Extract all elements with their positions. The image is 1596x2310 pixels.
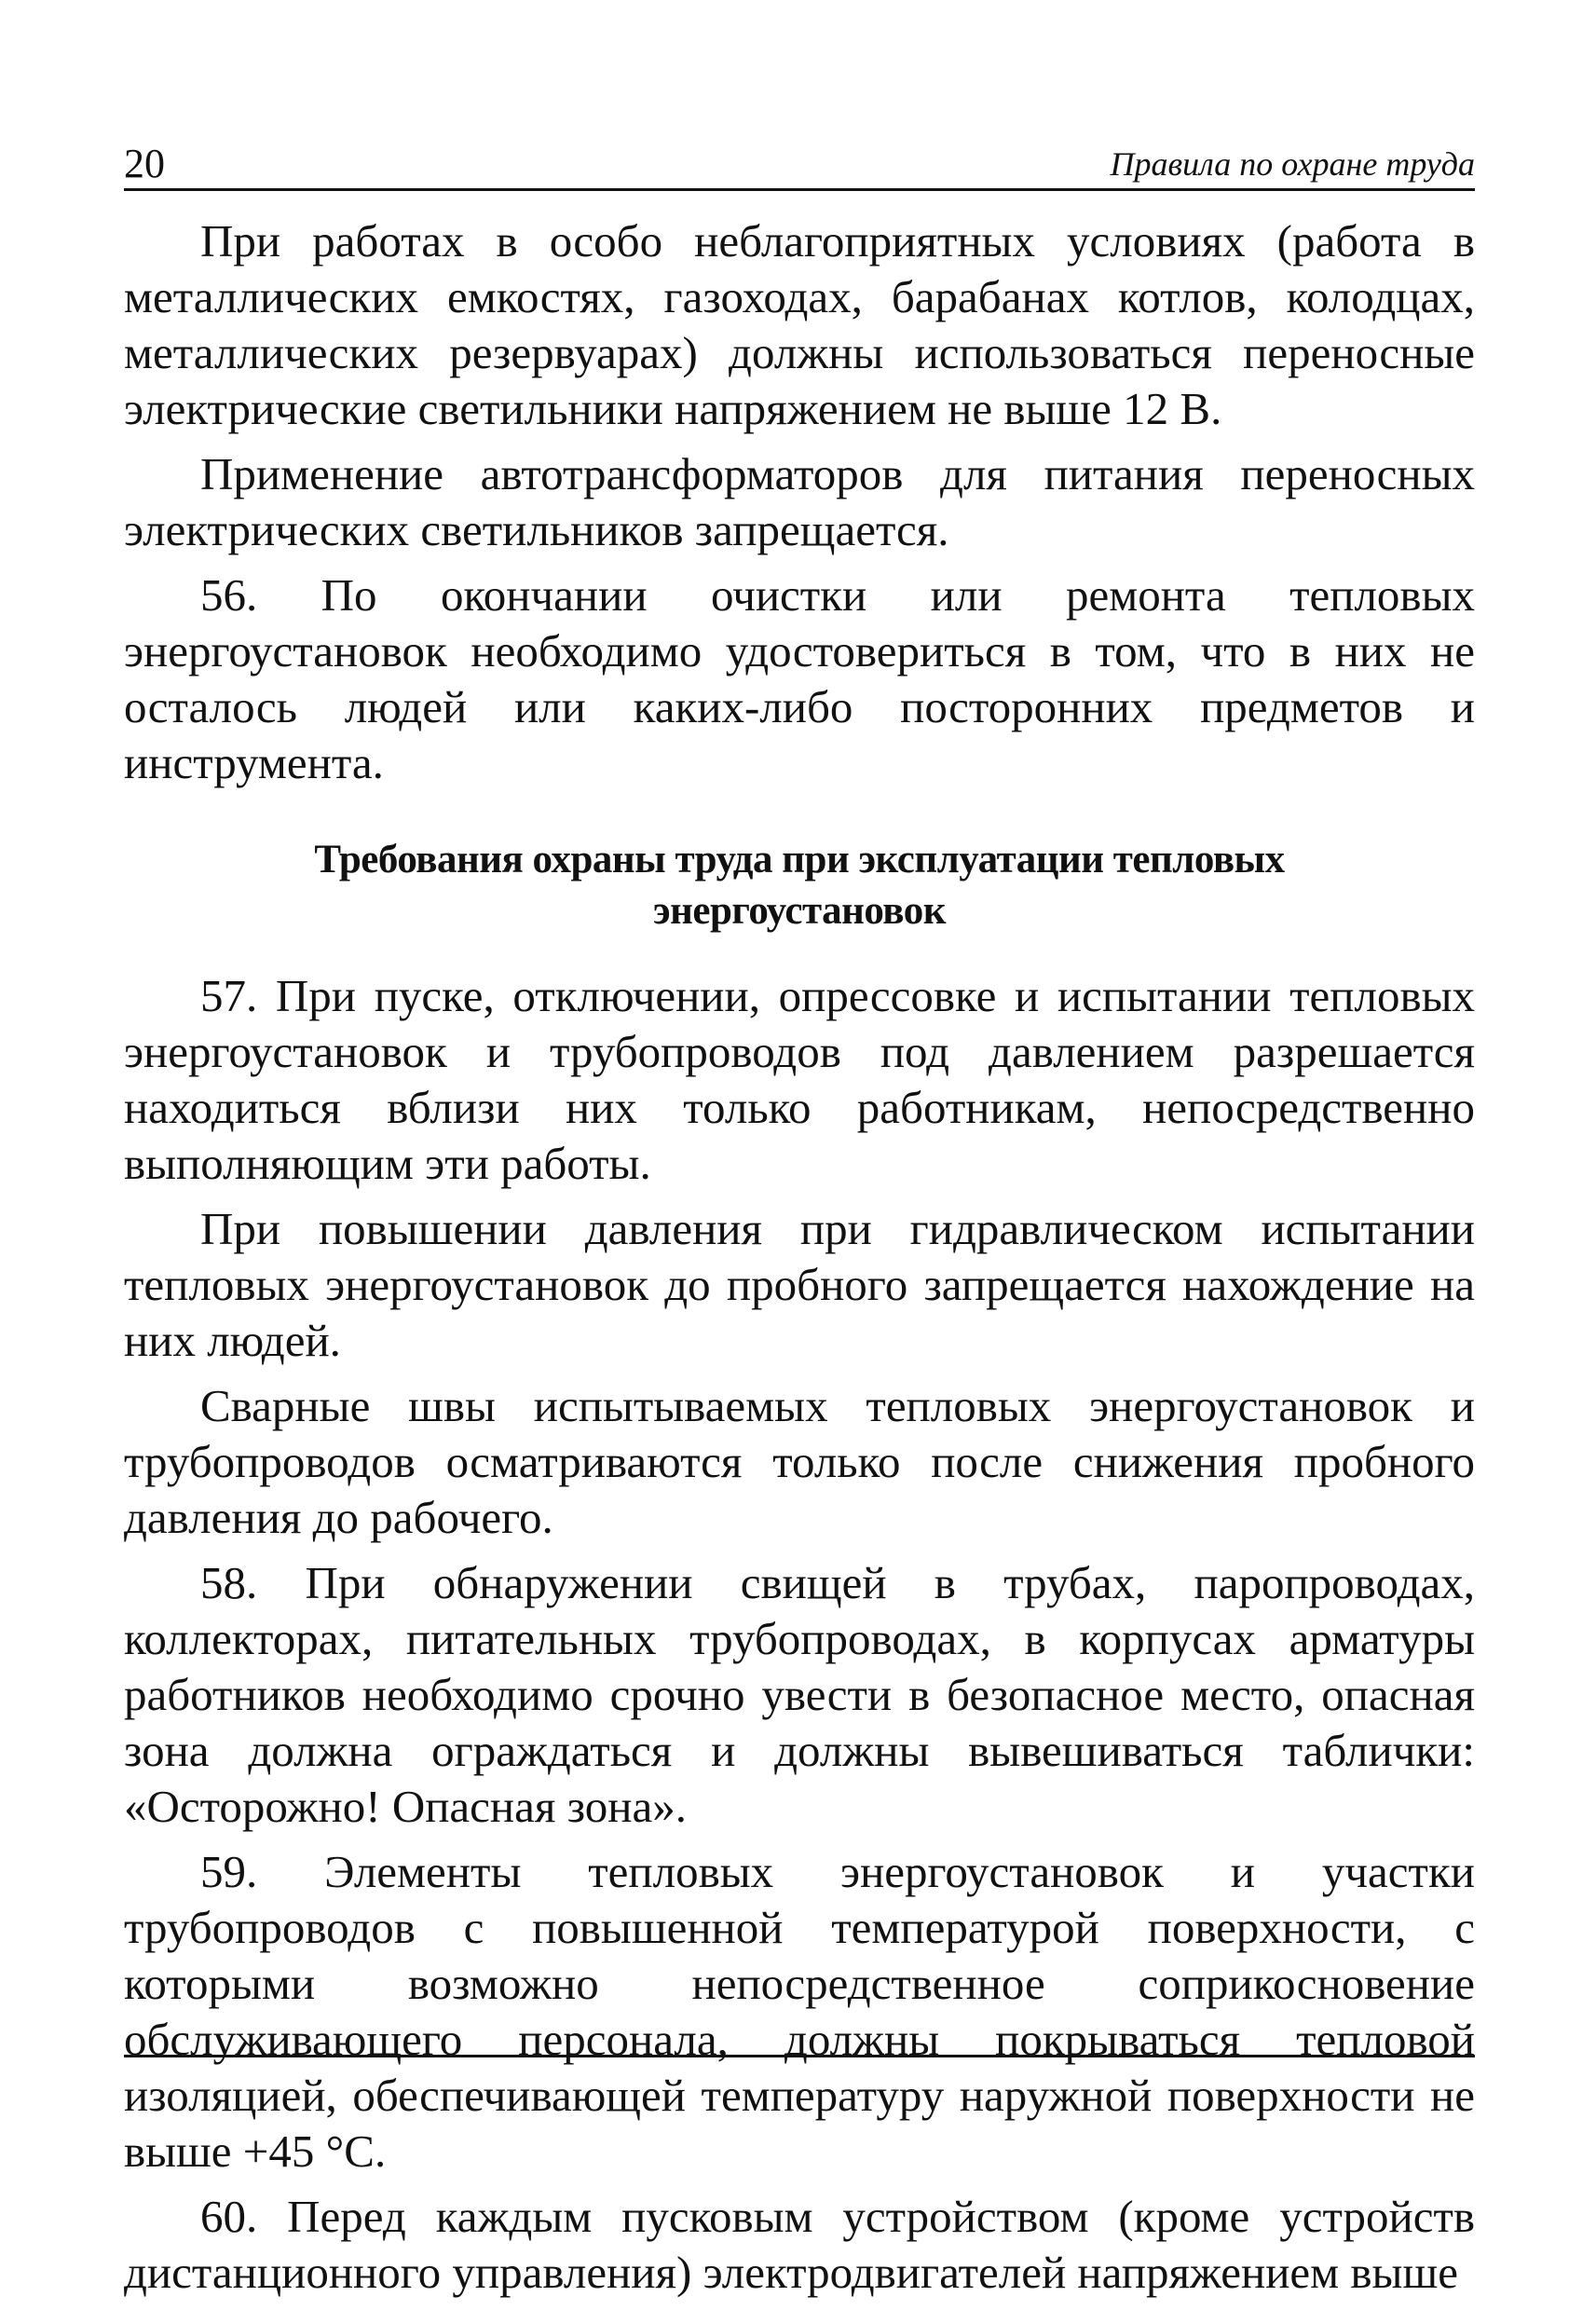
document-page: [124, 140, 1475, 2310]
running-header: [124, 140, 1475, 191]
paragraph: При повышении давления при гидравлическом испытании тепловых энергоустановок до пробного запрещается нахождение на них людей.: [124, 1203, 1475, 1366]
paragraph: 60. Перед каждым пусковым устройством (кроме устройств дистанционного управления) электродвигателей напряжением выше: [124, 2191, 1475, 2298]
paragraph: 59. Элементы тепловых энергоустановок и участки трубопроводов с повышенной температурой поверхности, с которыми возможно непосредственное соприкосновение обслуживающего персонала, должны покрываться тепловой изоляцией, обеспечивающей температуру наружной поверхности не выше +45 °С.: [124, 1846, 1475, 2177]
paragraph: 56. По окончании очистки или ремонта тепловых энергоустановок необходимо удостовериться в том, что в них не осталось людей или каких-либо посторонних предметов и инструмента.: [124, 569, 1475, 788]
section-heading-line: Требования охраны труда при эксплуатации тепловых: [314, 838, 1285, 882]
paragraph: 58. При обнаружении свищей в трубах, паропроводах, коллекторах, питательных трубопроводах, в корпусах арматуры работников необходимо срочно увести в безопасное место, опасная зона должна ограждаться и должны вывешиваться таблички: «Осторожно! Опасная зона».: [124, 1557, 1475, 1832]
section-heading-line: энергоустановок: [653, 889, 946, 933]
running-title: Правила по охране труда: [1110, 145, 1475, 183]
bottom-rule: [124, 2055, 1475, 2057]
section-heading: [124, 834, 1475, 936]
paragraph: 57. При пуске, отключении, опрессовке и испытании тепловых энергоустановок и трубопроводов под давлением разрешается находиться вблизи них только работникам, непосредственно выполняющим эти работы.: [124, 970, 1475, 1189]
paragraph: Сварные швы испытываемых тепловых энергоустановок и трубопроводов осматриваются только после снижения пробного давления до рабочего.: [124, 1380, 1475, 1543]
paragraph: Применение автотрансформаторов для питания переносных электрических светильников запрещается.: [124, 448, 1475, 555]
page-number: 20: [124, 141, 165, 186]
paragraph: При работах в особо неблагоприятных условиях (работа в металлических емкостях, газоходах, барабанах котлов, колодцах, металлических резервуарах) должны использоваться переносные электрические светильники напряжением не выше 12 В.: [124, 215, 1475, 434]
body-text: [124, 213, 1475, 2301]
